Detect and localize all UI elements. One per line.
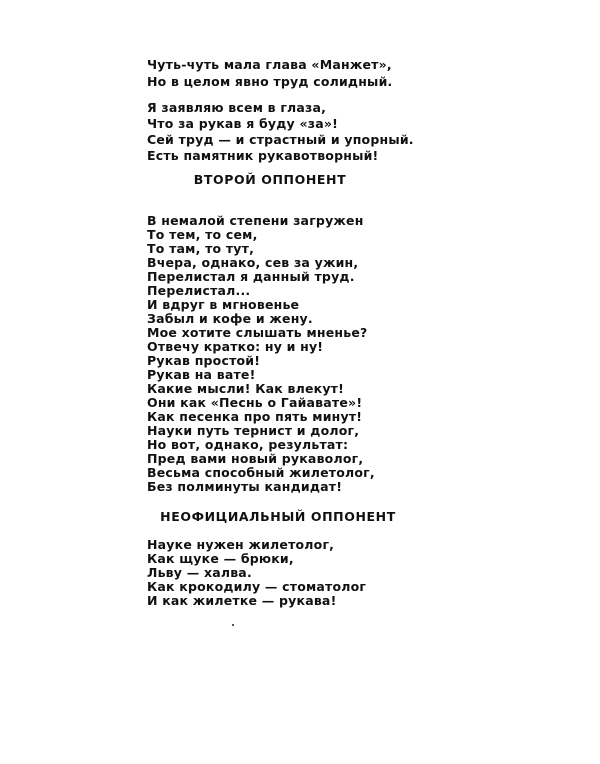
verse-line: И как жилетке — рукава! [147,593,337,608]
verse-line: То там, то тут, [147,241,255,256]
verse-line: Как щуке — брюки, [147,551,294,566]
verse-line: Перелистал... [147,283,251,298]
verse-line: И вдруг в мгновенье [147,297,300,312]
verse-line: То тем, то сем, [147,227,258,242]
stanza-1 [147,56,392,90]
verse-line: Забыл и кофе и жену. [147,311,313,326]
verse-line: Отвечу кратко: ну и ну! [147,339,324,354]
verse-line: Но вот, однако, результат: [147,437,349,452]
verse-line: Сей труд — и страстный и упорный. [147,132,414,147]
verse-line: Науки путь тернист и долог, [147,423,360,438]
verse-line: Рукав на вате! [147,367,256,382]
verse-line: Какие мысли! Как влекут! [147,381,345,396]
stanza-4 [147,538,366,608]
verse-line: Но в целом явно труд солидный. [147,74,393,89]
section-heading-second-opponent: ВТОРОЙ ОППОНЕНТ [193,172,347,187]
verse-line: Чуть-чуть мала глава «Манжет», [147,57,392,72]
verse-line: Мое хотите слышать мненье? [147,325,368,340]
stanza-2 [147,100,414,164]
section-heading-unofficial-opponent: НЕОФИЦИАЛЬНЫЙ ОППОНЕНТ [160,509,396,524]
verse-line: Вчера, однако, сев за ужин, [147,255,359,270]
verse-line: Они как «Песнь о Гайавате»! [147,395,363,410]
verse-line: Без полминуты кандидат! [147,479,343,494]
verse-line: Что за рукав я буду «за»! [147,116,339,131]
verse-line: Есть памятник рукавотворный! [147,148,379,163]
verse-line: Льву — халва. [147,565,252,580]
verse-line: В немалой степени загружен [147,213,364,228]
scan-speck [232,624,234,626]
verse-line: Перелистал я данный труд. [147,269,355,284]
verse-line: Как крокодилу — стоматолог [147,579,367,594]
verse-line: Пред вами новый рукаволог, [147,451,364,466]
verse-line: Науке нужен жилетолог, [147,537,335,552]
verse-line: Весьма способный жилетолог, [147,465,375,480]
verse-line: Я заявляю всем в глаза, [147,100,327,115]
verse-line: Рукав простой! [147,353,261,368]
verse-line: Как песенка про пять минут! [147,409,363,424]
stanza-3 [147,214,375,494]
